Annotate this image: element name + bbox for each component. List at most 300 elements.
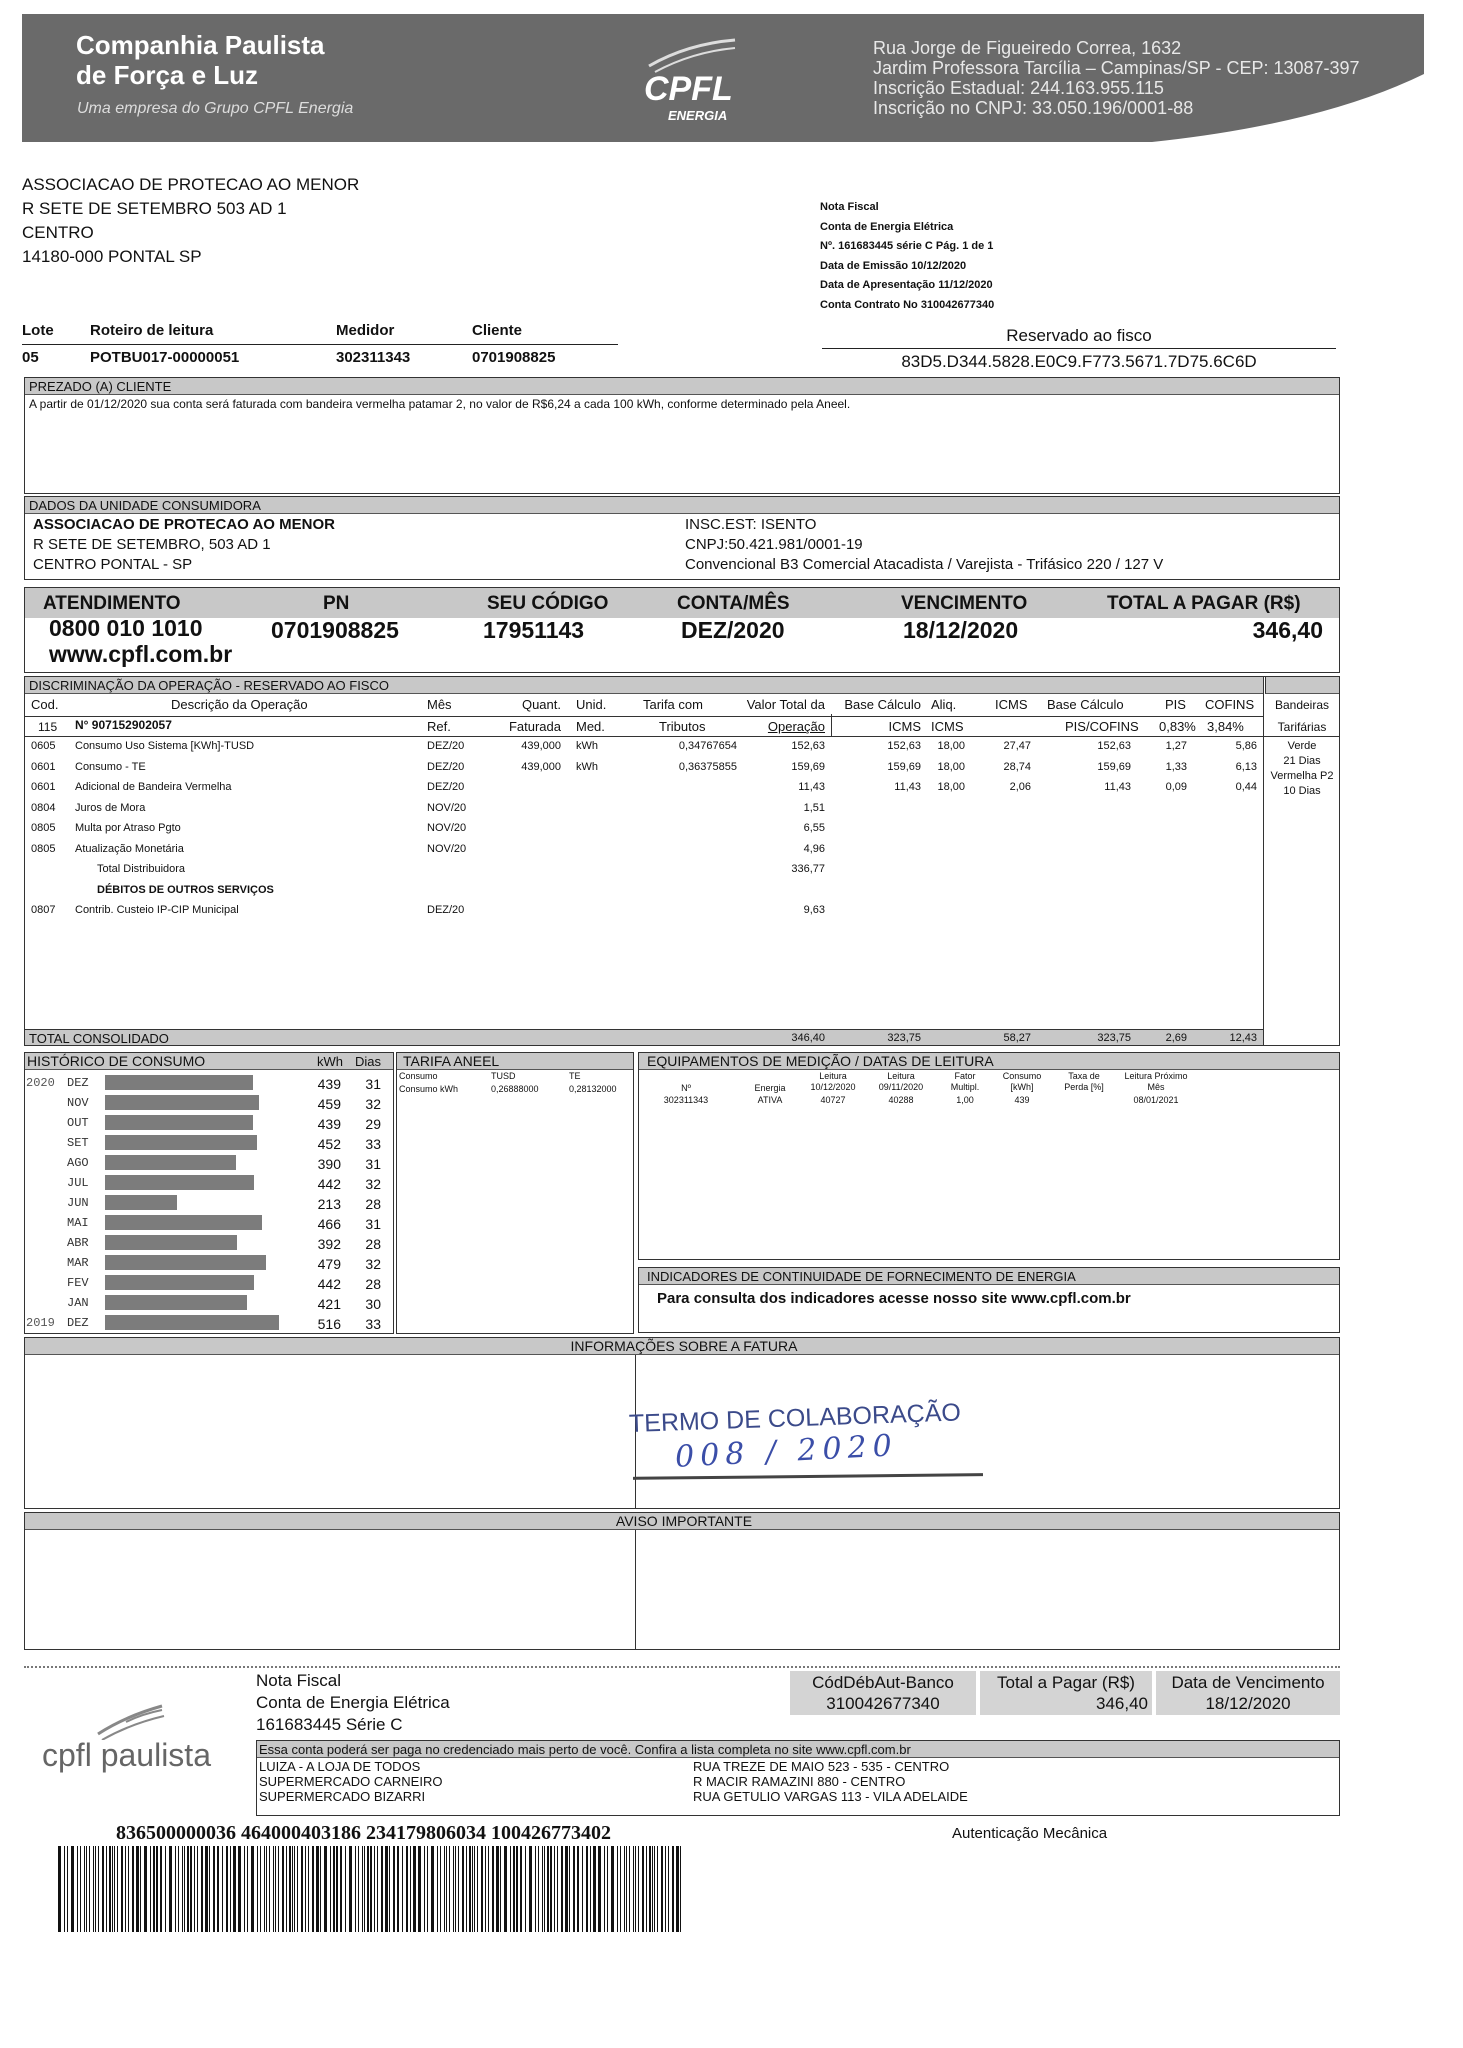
barcode-bar bbox=[358, 1846, 359, 1932]
barcode-bar bbox=[481, 1846, 483, 1932]
stamp-handwritten: 008 / 2020 bbox=[674, 1428, 899, 1475]
bottom-total-label: Total a Pagar (R$) bbox=[997, 1673, 1135, 1692]
historico-dias: 28 bbox=[365, 1276, 381, 1292]
h-pis2: 0,83% bbox=[1159, 719, 1196, 734]
disc-cell-base: 159,69 bbox=[887, 760, 921, 773]
barcode-bar bbox=[89, 1846, 90, 1932]
h-icms: ICMS bbox=[995, 697, 1028, 712]
historico-kwh: 213 bbox=[317, 1196, 341, 1212]
bottom-venc-box bbox=[1156, 1671, 1340, 1715]
barcode-bar bbox=[282, 1846, 284, 1932]
barcode-bar bbox=[336, 1846, 338, 1932]
historico-bar bbox=[105, 1155, 236, 1170]
aviso-box bbox=[24, 1512, 1340, 1650]
disc-cell-mes: DEZ/20 bbox=[427, 781, 465, 793]
disc-row bbox=[25, 779, 1263, 799]
historico-bar bbox=[105, 1195, 177, 1210]
barcode-bar bbox=[402, 1846, 403, 1932]
historico-row bbox=[25, 1153, 393, 1173]
disc-cell-valor: 4,96 bbox=[803, 842, 825, 855]
barcode-bar bbox=[278, 1846, 279, 1932]
barcode-bar bbox=[95, 1846, 96, 1932]
total-consolidado-row bbox=[25, 1029, 1263, 1045]
historico-kwh: 479 bbox=[317, 1256, 341, 1272]
cred-left-3: SUPERMERCADO BIZARRI bbox=[259, 1789, 426, 1804]
barcode-bar bbox=[646, 1846, 647, 1932]
disc-cell-valor: 9,63 bbox=[803, 904, 825, 916]
total-cofins: 12,43 bbox=[1229, 1032, 1257, 1044]
company-address-line1: Rua Jorge de Figueiredo Correa, 1632 bbox=[873, 38, 1182, 58]
barcode-bar bbox=[654, 1846, 655, 1932]
historico-bar bbox=[105, 1255, 266, 1270]
equip-box bbox=[638, 1052, 1340, 1260]
barcode-bar bbox=[590, 1846, 591, 1932]
h-base2: ICMS bbox=[888, 719, 921, 734]
disc-cell-desc: Consumo Uso Sistema [KWh]-TUSD bbox=[75, 740, 255, 752]
h-cof1: COFINS bbox=[1205, 697, 1255, 712]
cut-line bbox=[24, 1666, 1340, 1668]
barcode-bar bbox=[312, 1846, 314, 1932]
historico-row bbox=[25, 1233, 393, 1253]
barcode-bar bbox=[554, 1846, 555, 1932]
barcode-bar bbox=[213, 1846, 215, 1932]
barcode-bar bbox=[244, 1846, 245, 1932]
disc-cell-desc: Adicional de Bandeira Vermelha bbox=[75, 781, 232, 793]
barcode-bar bbox=[626, 1846, 627, 1932]
h-quant1: Quant. bbox=[521, 697, 561, 712]
total-consolidado-label: TOTAL CONSOLIDADO bbox=[29, 1031, 169, 1046]
h-pis1: PIS bbox=[1165, 697, 1186, 712]
barcode-bar bbox=[638, 1846, 639, 1932]
bandeiras-header-bg bbox=[1265, 677, 1339, 694]
barcode-bar bbox=[301, 1846, 303, 1932]
barcode-bar bbox=[582, 1846, 583, 1932]
unidade-right bbox=[685, 515, 1163, 575]
disc-cell-aliq: 18,00 bbox=[937, 781, 965, 793]
cod-debito-box bbox=[790, 1671, 976, 1715]
historico-kwh: 466 bbox=[317, 1216, 341, 1232]
barcode-bar bbox=[542, 1846, 543, 1932]
cred-left-2: SUPERMERCADO CARNEIRO bbox=[259, 1774, 443, 1789]
barcode-bar bbox=[260, 1846, 261, 1932]
barcode-bar bbox=[472, 1846, 473, 1932]
barcode-bar bbox=[64, 1846, 65, 1932]
credenciados-title: Essa conta poderá ser paga no credenciado mais perto de você. Confira a lista completa no site www.cpfl.com.br bbox=[257, 1741, 1339, 1758]
unidade-box bbox=[24, 496, 1340, 580]
disc-cell-tarifa: 0,36375855 bbox=[678, 760, 737, 773]
barcode-bar bbox=[187, 1846, 189, 1932]
equip-title: EQUIPAMENTOS DE MEDIÇÃO / DATAS DE LEITURA bbox=[639, 1053, 1339, 1070]
historico-bar bbox=[105, 1235, 237, 1250]
historico-month: FEV bbox=[67, 1276, 89, 1290]
unidade-insc: INSC.EST: ISENTO bbox=[685, 516, 817, 533]
barcode-bar bbox=[205, 1846, 208, 1932]
historico-kwh: 390 bbox=[317, 1156, 341, 1172]
tarifa-title: TARIFA ANEEL bbox=[397, 1053, 633, 1070]
bandeiras-divider bbox=[1263, 677, 1264, 1045]
disc-cell-tarifa: 0,34767654 bbox=[678, 740, 737, 752]
historico-month: MAR bbox=[67, 1256, 89, 1270]
barcode-bar bbox=[251, 1846, 254, 1932]
historico-month: MAI bbox=[67, 1216, 89, 1230]
equip-header: Consumo [kWh] bbox=[1002, 1071, 1042, 1092]
barcode-bar bbox=[446, 1846, 447, 1932]
disc-cell-desc: Consumo - TE bbox=[75, 760, 146, 773]
barcode-bar bbox=[538, 1846, 539, 1932]
h-aliq1: Aliq. bbox=[931, 697, 957, 712]
company-address-line2: Jardim Professora Tarcília – Campinas/SP - CEP: 13087-397 bbox=[873, 58, 1360, 78]
historico-row bbox=[25, 1193, 393, 1213]
barcode-bar bbox=[455, 1846, 456, 1932]
h-mes1: Mês bbox=[427, 697, 452, 712]
h-unid1: Unid. bbox=[576, 697, 607, 712]
barcode-bar bbox=[488, 1846, 489, 1932]
disc-cell-desc: Contrib. Custeio IP-CIP Municipal bbox=[75, 904, 239, 916]
disc-cell-cod: 0601 bbox=[31, 760, 56, 773]
barcode-bar bbox=[77, 1846, 78, 1932]
barcode-bar bbox=[397, 1846, 399, 1932]
cod-debito-value: 310042677340 bbox=[826, 1694, 940, 1713]
barcode-bar bbox=[374, 1846, 375, 1932]
barcode-bar bbox=[652, 1846, 653, 1932]
atendimento-label: ATENDIMENTO bbox=[43, 593, 181, 614]
recipient-district: CENTRO bbox=[22, 223, 94, 242]
unidade-name: ASSOCIACAO DE PROTECAO AO MENOR bbox=[33, 516, 335, 533]
barcode-bar bbox=[160, 1846, 162, 1932]
vencimento-label: VENCIMENTO bbox=[901, 593, 1028, 614]
disc-cell-aliq: 18,00 bbox=[937, 740, 965, 752]
medidor-header: Medidor bbox=[336, 322, 395, 339]
disc-cell-valor: 336,77 bbox=[791, 863, 825, 875]
company-banner bbox=[22, 14, 1424, 142]
equip-header: Taxa de Perda [%] bbox=[1064, 1071, 1104, 1092]
tarifa-r2: 0,26888000 bbox=[491, 1084, 539, 1094]
disc-row bbox=[25, 902, 1263, 922]
equip-value: 40288 bbox=[888, 1095, 914, 1105]
barcode-bar bbox=[292, 1846, 293, 1932]
barcode-bar bbox=[586, 1846, 588, 1932]
historico-dias: 33 bbox=[365, 1136, 381, 1152]
h-basep1: Base Cálculo bbox=[1047, 697, 1124, 712]
cod-debito-label: CódDébAut-Banco bbox=[812, 1673, 954, 1692]
atendimento-phone[interactable]: 0800 010 1010 bbox=[49, 615, 203, 641]
historico-year: 2020 bbox=[26, 1076, 55, 1090]
barcode-bar bbox=[340, 1846, 342, 1932]
barcode-bar bbox=[557, 1846, 558, 1932]
historico-dias: 28 bbox=[365, 1236, 381, 1252]
barcode-bar bbox=[316, 1846, 319, 1932]
atendimento-info bbox=[49, 615, 232, 667]
discriminacao-box bbox=[24, 676, 1340, 1046]
cred-right-3: RUA GETULIO VARGAS 113 - VILA ADELAIDE bbox=[693, 1789, 968, 1804]
unidade-title: DADOS DA UNIDADE CONSUMIDORA bbox=[25, 497, 1339, 514]
disc-title: DISCRIMINAÇÃO DA OPERAÇÃO - RESERVADO AO FISCO bbox=[25, 677, 1263, 694]
barcode-bar bbox=[547, 1846, 549, 1932]
conta-value: DEZ/2020 bbox=[681, 617, 785, 643]
top-code: 115 bbox=[38, 720, 58, 734]
medidor-value: 302311343 bbox=[336, 349, 411, 366]
historico-month: JUL bbox=[67, 1176, 89, 1190]
barcode-bar bbox=[269, 1846, 270, 1932]
company-name bbox=[76, 30, 325, 90]
barcode-bar bbox=[453, 1846, 454, 1932]
historico-row bbox=[25, 1173, 393, 1193]
barcode-bar bbox=[437, 1846, 438, 1932]
barcode-bar bbox=[604, 1846, 605, 1932]
barcode-bar bbox=[520, 1846, 522, 1932]
credenciados-right bbox=[693, 1759, 968, 1804]
barcode-bar bbox=[238, 1846, 241, 1932]
equip-value: 08/01/2021 bbox=[1133, 1095, 1179, 1105]
barcode-bar bbox=[672, 1846, 674, 1932]
barcode-bar bbox=[209, 1846, 210, 1932]
barcode-bar bbox=[440, 1846, 441, 1932]
disc-cell-pis: 0,09 bbox=[1165, 781, 1187, 793]
h-valor1: Valor Total da bbox=[746, 697, 825, 712]
disc-cell-unid: kWh bbox=[576, 740, 598, 752]
barcode-bar bbox=[264, 1846, 265, 1932]
barcode-bar bbox=[525, 1846, 526, 1932]
h-band2: Tarifárias bbox=[1277, 720, 1327, 734]
disc-row bbox=[25, 800, 1263, 820]
barcode-bar bbox=[71, 1846, 74, 1932]
company-name-line2: de Força e Luz bbox=[76, 60, 259, 90]
equip-value: 302311343 bbox=[663, 1095, 709, 1105]
historico-kwh: 439 bbox=[317, 1076, 341, 1092]
barcode-bar bbox=[496, 1846, 499, 1932]
disc-row bbox=[25, 820, 1263, 840]
barcode-bar bbox=[305, 1846, 306, 1932]
top-num: N° 907152902057 bbox=[75, 718, 172, 732]
disc-cell-cod: 0804 bbox=[31, 801, 56, 814]
barcode-bar bbox=[194, 1846, 195, 1932]
bottom-total-box bbox=[980, 1671, 1152, 1715]
bottom-venc-value: 18/12/2020 bbox=[1205, 1694, 1291, 1713]
barcode-bar bbox=[226, 1846, 228, 1932]
cpfl-logo-text: CPFL bbox=[644, 70, 733, 108]
historico-month: DEZ bbox=[67, 1316, 89, 1330]
recipient-address bbox=[22, 173, 359, 269]
historico-dias: 32 bbox=[365, 1256, 381, 1272]
cpfl-logo-sub: ENERGIA bbox=[668, 108, 728, 123]
disc-row bbox=[25, 841, 1263, 861]
codigo-label: SEU CÓDIGO bbox=[487, 593, 609, 614]
equip-value: 40727 bbox=[820, 1095, 846, 1105]
barcode-bar bbox=[393, 1846, 395, 1932]
h-quant2: Faturada bbox=[508, 719, 561, 734]
equip-value: 1,00 bbox=[956, 1095, 974, 1105]
barcode-bar bbox=[477, 1846, 478, 1932]
barcode-bar bbox=[175, 1846, 176, 1932]
vencimento-value: 18/12/2020 bbox=[903, 617, 1019, 643]
bottom-nf3: 161683445 Série C bbox=[256, 1715, 403, 1734]
band-vermelha-dias: 10 Dias bbox=[1283, 785, 1321, 797]
disc-cell-cod: 0805 bbox=[31, 842, 56, 855]
disc-cell-mes: NOV/20 bbox=[427, 842, 467, 855]
historico-month: OUT bbox=[67, 1116, 89, 1130]
bottom-nf2: Conta de Energia Elétrica bbox=[256, 1693, 450, 1712]
pn-label: PN bbox=[323, 593, 350, 614]
disc-cell-desc: DÉBITOS DE OUTROS SERVIÇOS bbox=[97, 883, 274, 896]
disc-cell-pis: 1,27 bbox=[1165, 740, 1187, 752]
barcode-bar bbox=[474, 1846, 475, 1932]
barcode-bar bbox=[324, 1846, 327, 1932]
aviso-divider bbox=[635, 1530, 636, 1649]
h-mes2: Ref. bbox=[427, 719, 451, 734]
disc-cell-valor: 11,43 bbox=[798, 781, 825, 793]
historico-dias: 29 bbox=[365, 1116, 381, 1132]
equip-header: Leitura Próximo Mês bbox=[1124, 1071, 1188, 1092]
nota-conta: Conta de Energia Elétrica bbox=[820, 220, 954, 233]
historico-kwh: 442 bbox=[317, 1276, 341, 1292]
barcode-bar bbox=[569, 1846, 570, 1932]
equip-value: 439 bbox=[1014, 1095, 1030, 1105]
roteiro-value: POTBU017-00000051 bbox=[90, 349, 240, 366]
fisco-code: 83D5.D344.5828.E0C9.F773.5671.7D75.6C6D bbox=[901, 352, 1257, 371]
barcode-bar bbox=[593, 1846, 596, 1932]
barcode-bar bbox=[297, 1846, 298, 1932]
summary-box bbox=[24, 587, 1340, 673]
barcode-bar bbox=[406, 1846, 408, 1932]
barcode-bar bbox=[504, 1846, 507, 1932]
historico-year: 2019 bbox=[26, 1316, 55, 1330]
disc-row bbox=[25, 882, 1263, 902]
h-aliq2: ICMS bbox=[931, 719, 964, 734]
disc-cell-icms: 28,74 bbox=[1003, 760, 1031, 773]
barcode-bar bbox=[665, 1846, 666, 1932]
barcode-bar bbox=[182, 1846, 183, 1932]
site-link[interactable]: www.cpfl.com.br bbox=[49, 641, 233, 667]
disc-row bbox=[25, 738, 1263, 758]
barcode-bar bbox=[418, 1846, 421, 1932]
barcode-bar bbox=[230, 1846, 231, 1932]
barcode-bar bbox=[289, 1846, 291, 1932]
disc-cell-base: 11,43 bbox=[894, 781, 921, 793]
disc-cell-pis: 1,33 bbox=[1165, 760, 1187, 773]
barcode-bar bbox=[611, 1846, 614, 1932]
disc-cell-base: 152,63 bbox=[887, 740, 921, 752]
barcode-bar bbox=[370, 1846, 372, 1932]
barcode-bar bbox=[629, 1846, 630, 1932]
disc-cell-basep: 11,43 bbox=[1104, 781, 1131, 793]
disc-cell-cod: 0805 bbox=[31, 822, 56, 834]
historico-month: JUN bbox=[67, 1196, 89, 1210]
barcode-bar bbox=[294, 1846, 295, 1932]
barcode-bar bbox=[144, 1846, 147, 1932]
total-valor: 346,40 bbox=[791, 1032, 825, 1044]
historico-row bbox=[25, 1293, 393, 1313]
conta-label: CONTA/MÊS bbox=[677, 593, 790, 614]
h-valor2: Operação bbox=[767, 719, 825, 734]
prezado-text: A partir de 01/12/2020 sua conta será faturada com bandeira vermelha patamar 2, no valor de R$6,24 a cada 100 kWh, conforme determinado pela Aneel. bbox=[29, 397, 851, 411]
barcode-bar bbox=[86, 1846, 87, 1932]
barcode-bar bbox=[449, 1846, 450, 1932]
nota-title: Nota Fiscal bbox=[820, 201, 879, 213]
historico-row bbox=[25, 1213, 393, 1233]
barcode-bar bbox=[598, 1846, 601, 1932]
disc-cell-desc: Total Distribuidora bbox=[97, 863, 186, 875]
barcode-bar bbox=[349, 1846, 352, 1932]
tarifa-r3: 0,28132000 bbox=[569, 1084, 617, 1094]
barcode-bar bbox=[308, 1846, 309, 1932]
disc-cell-icms: 27,47 bbox=[1003, 740, 1031, 752]
historico-row bbox=[25, 1313, 393, 1333]
nota-contrato: Conta Contrato No 310042677340 bbox=[820, 298, 995, 311]
historico-month: SET bbox=[67, 1136, 89, 1150]
equip-value: ATIVA bbox=[757, 1095, 783, 1105]
barcode-bar bbox=[510, 1846, 511, 1932]
barcode-bar bbox=[93, 1846, 94, 1932]
total-basep: 323,75 bbox=[1097, 1032, 1131, 1044]
barcode-bar bbox=[67, 1846, 68, 1932]
barcode-icon bbox=[58, 1846, 688, 1932]
unidade-left bbox=[33, 515, 335, 575]
fisco-label: Reservado ao fisco bbox=[1006, 326, 1152, 345]
disc-cell-cofins: 5,86 bbox=[1235, 740, 1257, 752]
historico-row bbox=[25, 1133, 393, 1153]
barcode-number: 836500000036 464000403186 234179806034 100426773402 bbox=[116, 1822, 611, 1844]
barcode-bar bbox=[529, 1846, 532, 1932]
barcode-bar bbox=[121, 1846, 123, 1932]
barcode-bar bbox=[458, 1846, 459, 1932]
barcode-bar bbox=[125, 1846, 126, 1932]
cpfl-paulista-logo: cpfl paulista bbox=[42, 1737, 211, 1773]
company-inscricao: Inscrição Estadual: 244.163.955.115 bbox=[873, 78, 1164, 98]
disc-cell-desc: Atualização Monetária bbox=[75, 842, 184, 855]
nota-emissao: Data de Emissão 10/12/2020 bbox=[820, 259, 967, 272]
indicadores-title: INDICADORES DE CONTINUIDADE DE FORNECIMENTO DE ENERGIA bbox=[639, 1268, 1339, 1285]
disc-row bbox=[25, 861, 1263, 881]
nota-numero: Nº. 161683445 série C Pág. 1 de 1 bbox=[820, 240, 994, 252]
disc-cell-unid: kWh bbox=[576, 760, 598, 773]
barcode-bar bbox=[431, 1846, 434, 1932]
barcode-bar bbox=[492, 1846, 494, 1932]
lote-header: Lote bbox=[22, 322, 54, 339]
barcode-bar bbox=[577, 1846, 579, 1932]
barcode-bar bbox=[657, 1846, 658, 1932]
barcode-bar bbox=[513, 1846, 515, 1932]
historico-h-kwh: kWh bbox=[317, 1054, 343, 1069]
h-cof2: 3,84% bbox=[1207, 719, 1244, 734]
barcode-bar bbox=[381, 1846, 383, 1932]
barcode-bar bbox=[128, 1846, 129, 1932]
historico-bar bbox=[105, 1295, 247, 1310]
lote-divider bbox=[22, 344, 618, 345]
barcode-bar bbox=[362, 1846, 363, 1932]
historico-row bbox=[25, 1073, 393, 1093]
barcode-bar bbox=[561, 1846, 563, 1932]
disc-row bbox=[25, 759, 1263, 779]
barcode-bar bbox=[607, 1846, 608, 1932]
barcode-bar bbox=[169, 1846, 172, 1932]
barcode-bar bbox=[485, 1846, 486, 1932]
barcode-bar bbox=[550, 1846, 552, 1932]
barcode-bar bbox=[617, 1846, 618, 1932]
tarifa-h1: Consumo bbox=[399, 1071, 438, 1081]
historico-month: NOV bbox=[67, 1096, 89, 1110]
recipient-city: 14180-000 PONTAL SP bbox=[22, 247, 202, 266]
cliente-header: Cliente bbox=[472, 322, 523, 339]
historico-box bbox=[24, 1052, 394, 1334]
disc-cell-mes: DEZ/20 bbox=[427, 760, 465, 773]
h-tarifa1: Tarifa com bbox=[643, 697, 703, 712]
disc-cell-cod: 0605 bbox=[31, 740, 56, 752]
barcode-bar bbox=[330, 1846, 331, 1932]
disc-cell-valor: 6,55 bbox=[803, 822, 825, 834]
header-bottom-line bbox=[25, 736, 1339, 737]
barcode-bar bbox=[156, 1846, 158, 1932]
barcode-bar bbox=[132, 1846, 134, 1932]
